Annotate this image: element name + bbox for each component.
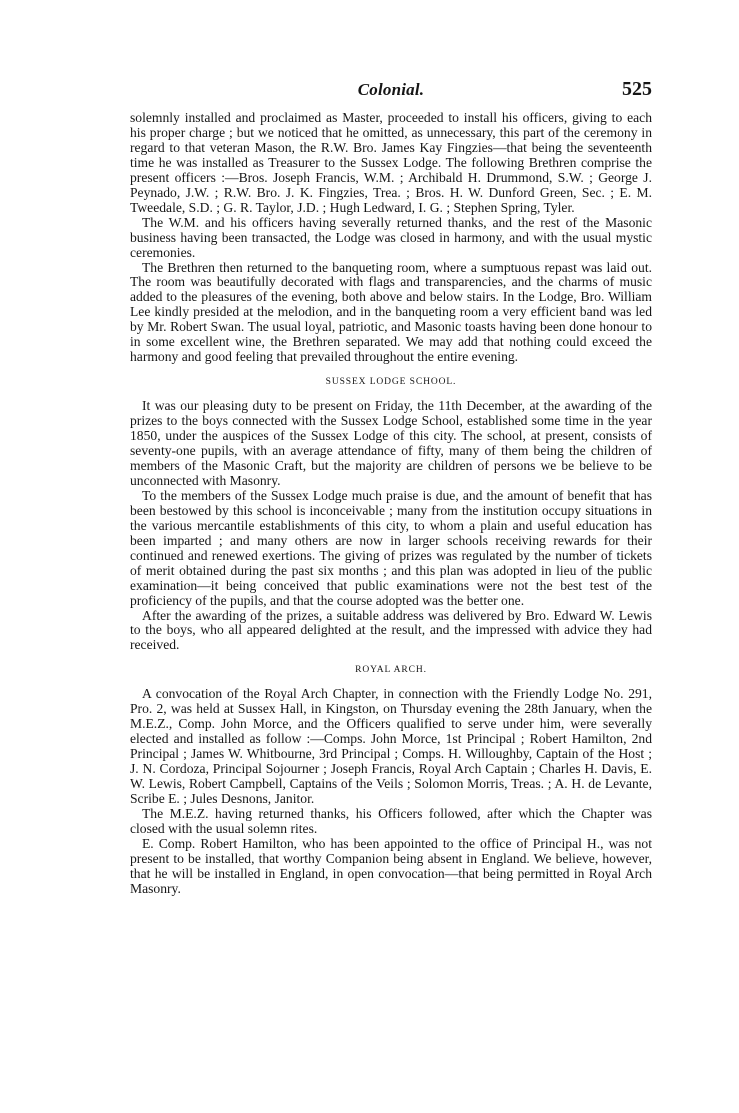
- paragraph-principal-h: E. Comp. Robert Hamilton, who has been appointed to the office of Principal H., was not present to be installed, that worthy Companion being absent in England. We believe, however, that he will be installed in England, in open convocation—that being permitted in Royal Arch Masonry.: [130, 835, 652, 896]
- paragraph-thanks: The W.M. and his officers having severally returned thanks, and the rest of the Masonic business having been transacted, the Lodge was closed in harmony, and with the usual mystic ceremonies.: [130, 214, 652, 260]
- page-header: [130, 80, 652, 104]
- paragraph-banquet: The Brethren then returned to the banqueting room, where a sumptuous repast was laid out. The room was beautifully decorated with flags and transparencies, and the charms of music added to the pleasures of the evening, both above and below stairs. In the Lodge, Bro. William Lee kindly presided at the melodion, and in the banqueting room a very efficient band was led by Mr. Robert Swan. The usual loyal, patriotic, and Masonic toasts having been done honour to in some excellent wine, the Brethren separated. We may add that nothing could exceed the harmony and good feeling that prevailed throughout the entire evening.: [130, 259, 652, 365]
- paragraph-school-address: After the awarding of the prizes, a suitable address was delivered by Bro. Edward W. Lewis to the boys, who all appeared delighted at the result, and the impressed with advice they had received.: [130, 607, 652, 653]
- section-heading-school: SUSSEX LODGE SCHOOL.: [325, 377, 457, 388]
- paragraph-school-benefit: To the members of the Sussex Lodge much praise is due, and the amount of benefit that has been bestowed by this school is inconceivable ; many from the institution occupy situations in the various mercantile establishments of this city, to whom a plain and useful education has been imparted ; and many others are now in larger schools receiving rewards for their continued and renewed exertions. The giving of prizes was regulated by the number of tickets of merit obtained during the past six months ; and this plan was adopted in lieu of the public examination—it being conceived that public examinations were not the best test of the proficiency of the pupils, and that the course adopted was the better one.: [130, 487, 652, 608]
- paragraph-chapter-closed: The M.E.Z. having returned thanks, his Officers followed, after which the Chapter was closed with the usual solemn rites.: [130, 805, 652, 836]
- paragraph-school-prizes: It was our pleasing duty to be present on Friday, the 11th December, at the awarding of the prizes to the boys connected with the Sussex Lodge School, established some time in the year 1850, under the auspices of the Sussex Lodge of this city. The school, at present, consists of seventy-one pupils, with an average attendance of fifty, many of them being the children of members of the Masonic Craft, but the majority are children of persons we be believe to be unconnected with Masonry.: [130, 398, 652, 488]
- page-number: 525: [622, 78, 652, 100]
- running-title: Colonial.: [357, 80, 425, 99]
- paragraph-convocation: A convocation of the Royal Arch Chapter, in connection with the Friendly Lodge No. 291, Pro. 2, was held at Sussex Hall, in Kingston, on Thursday evening the 28th January, when the M.E.Z., Comp. John Morce, and the Officers qualified to serve under him, were severally elected and installed as follow :—Comps. John Morce, 1st Principal ; Robert Hamilton, 2nd Principal ; James W. Whitbourne, 3rd Principal ; Comps. H. Willoughby, Captain of the Host ; J. N. Cordoza, Principal Sojourner ; Joseph Francis, Royal Arch Captain ; Charles H. Davis, E. W. Lewis, Robert Campbell, Captains of the Veils ; Solomon Morris, Treas. ; A. H. de Levante, Scribe E. ; Jules Desnons, Janitor.: [130, 686, 652, 806]
- section-heading-royal-arch: ROYAL ARCH.: [355, 665, 427, 676]
- article-body: [130, 111, 652, 897]
- paragraph-installation: solemnly installed and proclaimed as Master, proceeded to install his officers, giving to each his proper charge ; but we noticed that he omitted, as unnecessary, this part of the ceremony in regard to that veteran Mason, the R.W. Bro. James Kay Fingzies—that being the seventeenth time he was installed as Treasurer to the Sussex Lodge. The following Brethren comprise the present officers :—Bros. Joseph Francis, W.M. ; Archibald H. Drummond, S.W. ; George J. Peynado, J.W. ; R.W. Bro. J. K. Fingzies, Trea. ; Bros. H. W. Dunford Green, Sec. ; E. M. Tweedale, S.D. ; G. R. Taylor, J.D. ; Hugh Ledward, I. G. ; Stephen Spring, Tyler.: [130, 110, 652, 215]
